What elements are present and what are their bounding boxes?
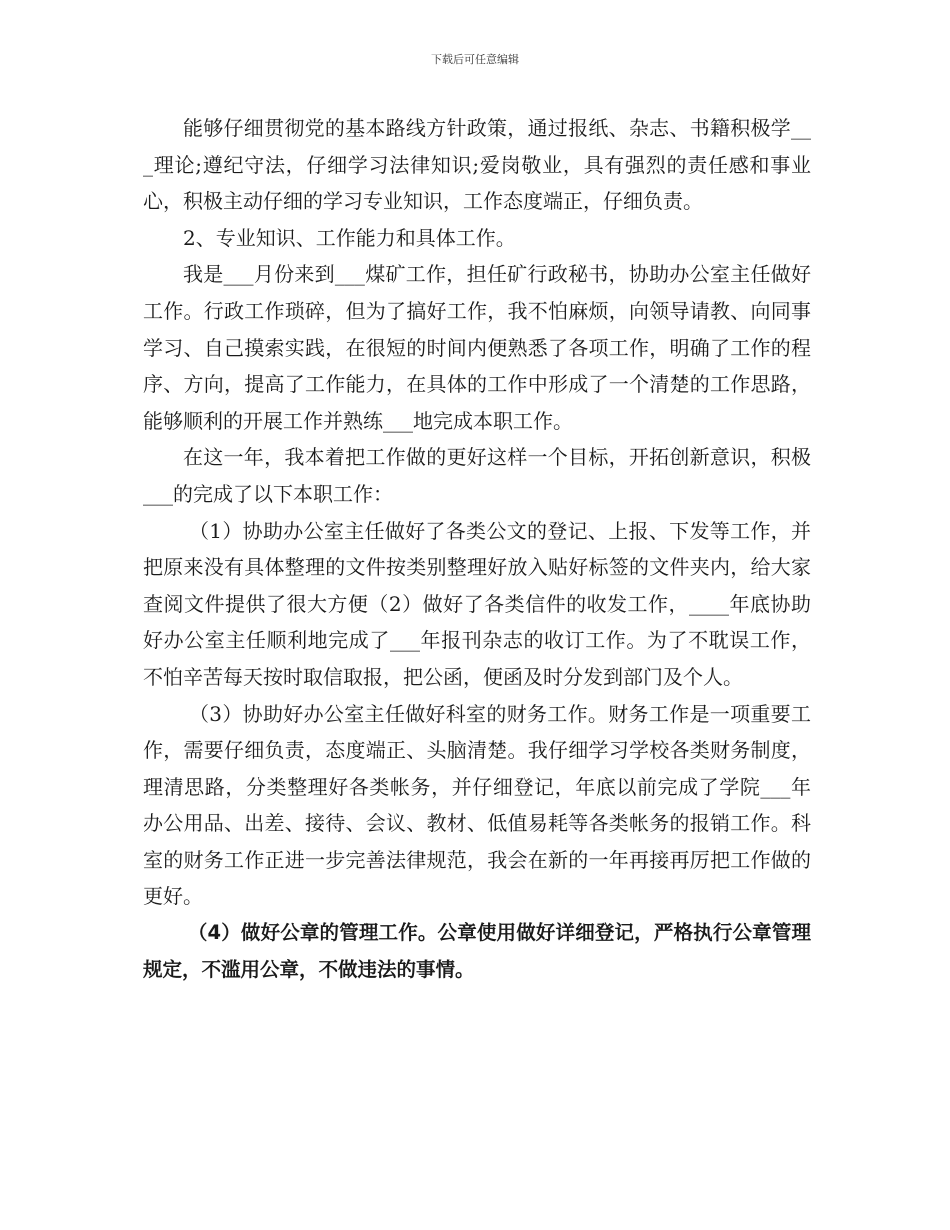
document-body [143,110,811,988]
paragraph-item-1-2: （1）协助办公室主任做好了各类公文的登记、上报、下发等工作，并把原来没有具体整理的文件按类别整理好放入贴好标签的文件夹内，给大家查阅文件提供了很大方便（2）做好了各类信件的收发工作，____年底协助好办公室主任顺利地完成了___年报刊杂志的收订工作。为了不耽误工作，不怕辛苦每天按时取信取报，把公函，便函及时分发到部门及个人。 [143,518,811,689]
paragraph-role-introduction: 我是___月份来到___煤矿工作，担任矿行政秘书，协助办公室主任做好工作。行政工作琐碎，但为了搞好工作，我不怕麻烦，向领导请教、向同事学习、自己摸索实践，在很短的时间内便熟悉了各项工作，明确了工作的程序、方向，提高了工作能力，在具体的工作中形成了一个清楚的工作思路，能够顺利的开展工作并熟练___地完成本职工作。 [143,262,811,433]
paragraph-item-4: （4）做好公章的管理工作。公章使用做好详细登记，严格执行公章管理规定，不滥用公章，不做违法的事情。 [143,921,811,981]
paragraph-annual-goal: 在这一年，我本着把工作做的更好这样一个目标，开拓创新意识，积极___的完成了以下本职工作： [143,445,811,506]
paragraph-political-study: 能够仔细贯彻党的基本路线方针政策，通过报纸、杂志、书籍积极学___理论;遵纪守法，仔细学习法律知识;爱岗敬业，具有强烈的责任感和事业心，积极主动仔细的学习专业知识，工作态度端正，仔细负责。 [143,116,811,214]
page-header: 下载后可任意编辑 [431,53,519,66]
paragraph-item-3: （3）协助好办公室主任做好科室的财务工作。财务工作是一项重要工作，需要仔细负责，态度端正、头脑清楚。我仔细学习学校各类财务制度，理清思路，分类整理好各类帐务，并仔细登记，年底以前完成了学院___年办公用品、出差、接待、会议、教材、低值易耗等各类帐务的报销工作。科室的财务工作正进一步完善法律规范，我会在新的一年再接再厉把工作做的更好。 [143,701,811,909]
section-heading-professional-knowledge: 2、专业知识、工作能力和具体工作。 [183,225,516,250]
